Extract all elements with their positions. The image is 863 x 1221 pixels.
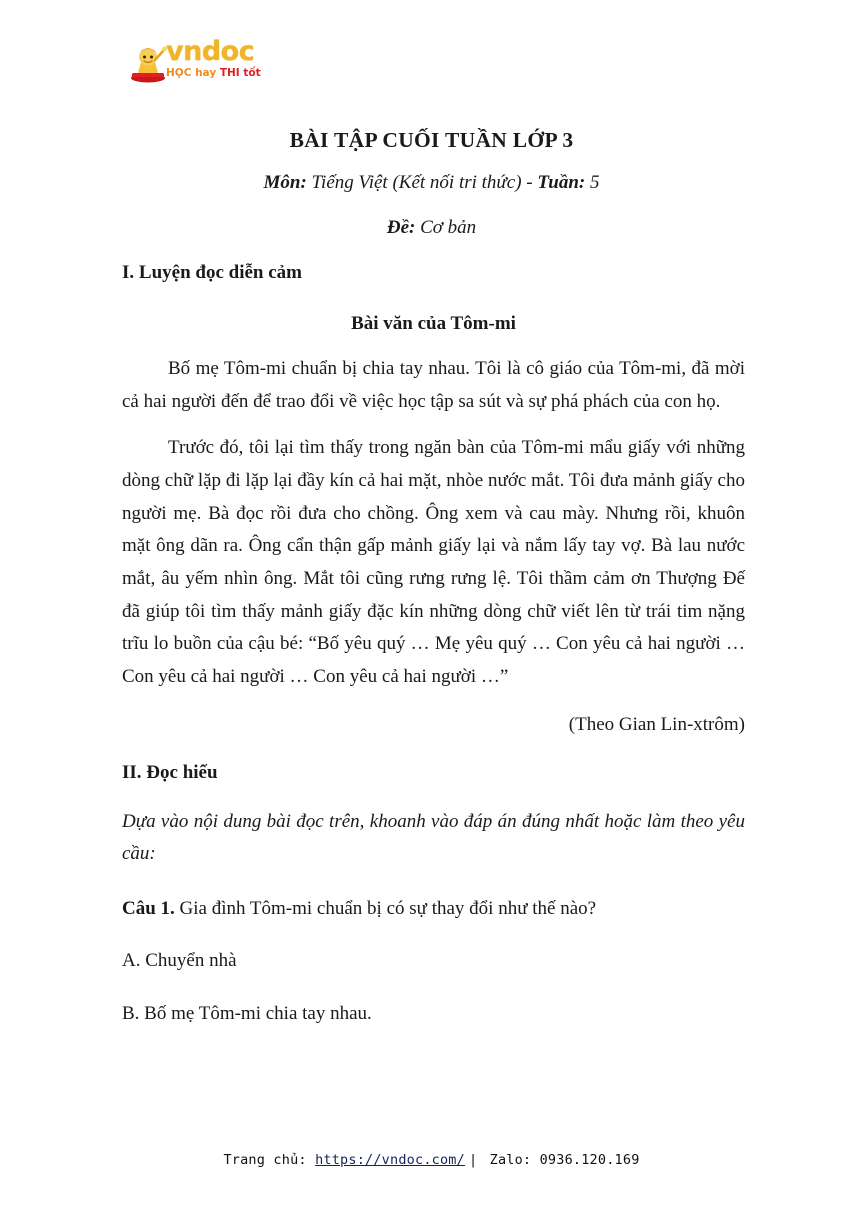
footer-website-link[interactable]: https://vndoc.com/: [315, 1152, 465, 1168]
logo-tagline-part2: THI tốt: [219, 67, 261, 79]
question-1-number: Câu 1.: [122, 898, 175, 920]
level-value: Cơ bản: [415, 217, 477, 238]
mascot-icon: [128, 40, 168, 84]
section-heading-2: II. Đọc hiểu: [122, 761, 218, 783]
logo-tagline-part1: HỌC hay: [166, 67, 217, 79]
logo-tagline: [166, 68, 326, 79]
story-attribution: (Theo Gian Lin-xtrôm): [568, 713, 745, 735]
question-1-choice-b[interactable]: B. Bố mẹ Tôm-mi chia tay nhau.: [122, 1002, 372, 1024]
footer-home-label: Trang chủ:: [223, 1152, 316, 1168]
subject-value: Tiếng Việt (Kết nối tri thức) -: [306, 172, 538, 193]
story-paragraph-2: Trước đó, tôi lại tìm thấy trong ngăn bàn của Tôm-mi mẩu giấy với những dòng chữ lặp đi lặp lại đầy kín cả hai mặt, nhòe nước mắt. Tôi đưa mảnh giấy cho người mẹ. Bà đọc rồi đưa cho chồng. Ông xem và cau mày. Nhưng rồi, khuôn mặt ông dãn ra. Ông cẩn thận gấp mảnh giấy lại và nắm lấy tay vợ. Bà lau nước mắt, âu yếm nhìn ông. Mắt tôi cũng rưng rưng lệ. Tôi thầm cảm ơn Thượng Đế đã giúp tôi tìm thấy mảnh giấy đặc kín những dòng chữ viết lên từ trái tim nặng trĩu lo buồn của cậu bé: “Bố yêu quý … Mẹ yêu quý … Con yêu cả hai người … Con yêu cả hai người … Con yêu cả hai người …”: [122, 437, 745, 688]
section-heading-1: I. Luyện đọc diễn cảm: [122, 262, 302, 283]
vndoc-logo[interactable]: [128, 38, 328, 90]
question-1-choice-a[interactable]: A. Chuyển nhà: [122, 950, 237, 972]
level-line: [0, 217, 863, 239]
question-1-text: Gia đình Tôm-mi chuẩn bị có sự thay đổi như thế nào?: [174, 898, 597, 920]
logo-wordmark: vndoc: [166, 36, 255, 67]
level-label: Đề:: [386, 217, 416, 238]
week-value: 5: [585, 172, 600, 193]
week-label: Tuần:: [537, 172, 586, 193]
footer-separator: |: [468, 1152, 478, 1168]
subject-label: Môn:: [263, 172, 307, 193]
document-body: [122, 262, 745, 1030]
story-paragraph-1: Bố mẹ Tôm-mi chuẩn bị chia tay nhau. Tôi là cô giáo của Tôm-mi, đã mời cả hai người đến để trao đổi về việc học tập sa sút và sự phá phách của con họ.: [122, 358, 745, 412]
story-title: Bài văn của Tôm-mi: [351, 313, 516, 334]
page-footer: [0, 1152, 863, 1168]
question-1: [122, 893, 745, 925]
page-title: BÀI TẬP CUỐI TUẦN LỚP 3: [289, 128, 574, 152]
subject-line: [0, 172, 863, 194]
instruction-text: Dựa vào nội dung bài đọc trên, khoanh vào đáp án đúng nhất hoặc làm theo yêu cầu:: [122, 810, 745, 865]
footer-zalo: Zalo: 0936.120.169: [481, 1152, 640, 1168]
